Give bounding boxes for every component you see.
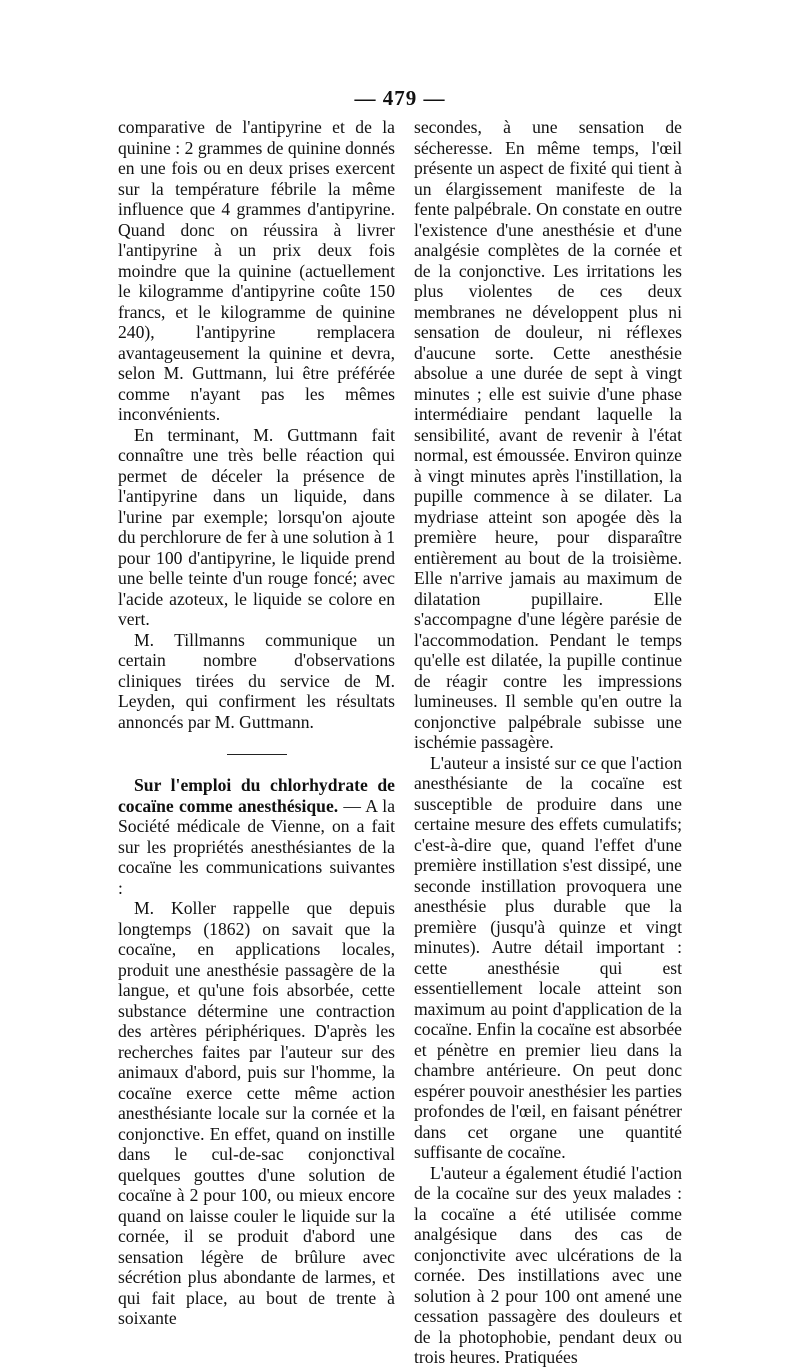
section-title: Sur l'emploi du chlorhydrate de cocaïne comme anesthésique.: [118, 775, 395, 816]
page-number: — 479 —: [354, 86, 446, 110]
section-paragraph: [118, 775, 395, 898]
paragraph: M. Tillmanns communique un certain nombre d'observations cliniques tirées du service de M. Leyden, qui confirment les résultats annoncés par M. Guttmann.: [118, 629, 395, 732]
paragraph: L'auteur a insisté sur ce que l'action anesthésiante de la cocaïne est susceptible de produire dans une certaine mesure des effets cumulatifs; c'est-à-dire que, quand l'effet d'une première instillation s'est dissipé, une seconde instillation provoquera une anesthésie plus durable que la première (jusqu'à quinze et vingt minutes). Autre détail important : cette anesthésie qui est essentiellement locale atteint son maximum au point d'application de la cocaïne. Enfin la cocaïne est absorbée et pénètre en premier lieu dans la chambre antérieure. On peut donc espérer pouvoir anesthésier les parties profondes de l'œil, en faisant pénétrer dans cet organe une quantité suffisante de cocaïne.: [414, 752, 682, 1162]
section-intro: — A la Société médicale de Vienne, on a fait sur les propriétés anesthésiantes de la cocaïne les communications suivantes :: [118, 795, 396, 898]
right-column: [414, 117, 682, 1368]
paragraph: En terminant, M. Guttmann fait connaître une très belle réaction qui permet de déceler la présence de l'antipyrine dans un liquide, dans l'urine par exemple; lorsqu'on ajoute du perchlorure de fer à une solution à 1 pour 100 d'antipyrine, le liquide prend une belle teinte d'un rouge foncé; avec l'acide azoteux, le liquide se colore en vert.: [118, 424, 395, 629]
paragraph: L'auteur a également étudié l'action de la cocaïne sur des yeux malades : la cocaïne a été utilisée comme analgésique dans des cas de conjonctivite avec ulcérations de la cornée. Des instillations avec une solution à 2 pour 100 ont amené une cessation passagère des douleurs et de la photophobie, pendant deux ou trois heures. Pratiquées: [414, 1162, 682, 1367]
paragraph: secondes, à une sensation de sécheresse. En même temps, l'œil présente un aspect de fixité qui tient à un élargissement manifeste de la fente palpébrale. On constate en outre l'existence d'une anesthésie et d'une analgésie complètes de la cornée et de la conjonctive. Les irritations les plus violentes de ces deux membranes ne développent plus ni sensation de douleur, ni réflexes d'aucune sorte. Cette anesthésie absolue a une durée de sept à vingt minutes ; elle est suivie d'une phase intermédiaire pendant laquelle la sensibilité, avant de revenir à l'état normal, est émoussée. Environ quinze à vingt minutes après l'instillation, la pupille commence à se dilater. La mydriase atteint son apogée dès la première heure, pour disparaître entièrement au bout de la troisième. Elle n'arrive jamais au maximum de dilatation pupillaire. Elle s'accompagne d'une légère parésie de l'accommodation. Pendant le temps qu'elle est dilatée, la pupille continue de réagir contre les impressions lumineuses. Il semble qu'en outre la conjonctive palpébrale subisse une ischémie passagère.: [414, 117, 682, 752]
section-divider: [227, 754, 287, 755]
left-column: [118, 117, 395, 1329]
paragraph: comparative de l'antipyrine et de la quinine : 2 grammes de quinine donnés en une fois ou en deux prises exercent sur la température fébrile la même influence que 4 grammes d'antipyrine. Quand donc on réussira à livrer l'antipyrine à un prix deux fois moindre que la quinine (actuellement le kilogramme d'antipyrine coûte 150 francs, et le kilogramme de quinine 240), l'antipyrine remplacera avantageusement la quinine et devra, selon M. Guttmann, lui être préférée comme n'ayant pas les mêmes inconvénients.: [118, 117, 395, 424]
paragraph: M. Koller rappelle que depuis longtemps (1862) on savait que la cocaïne, en applications locales, produit une anesthésie passagère de la langue, et qu'une fois absorbée, cette substance détermine une contraction des artères périphériques. D'après les recherches faites par l'auteur sur des animaux d'abord, puis sur l'homme, la cocaïne exerce cette même action anesthésiante locale sur la cornée et la conjonctive. En effet, quand on instille dans le cul-de-sac conjonctival quelques gouttes d'une solution de cocaïne à 2 pour 100, ou mieux encore quand on laisse couler le liquide sur la cornée, il se produit d'abord une sensation légère de brûlure avec sécrétion plus abondante de larmes, et qui fait place, au bout de trente à soixante: [118, 898, 395, 1328]
